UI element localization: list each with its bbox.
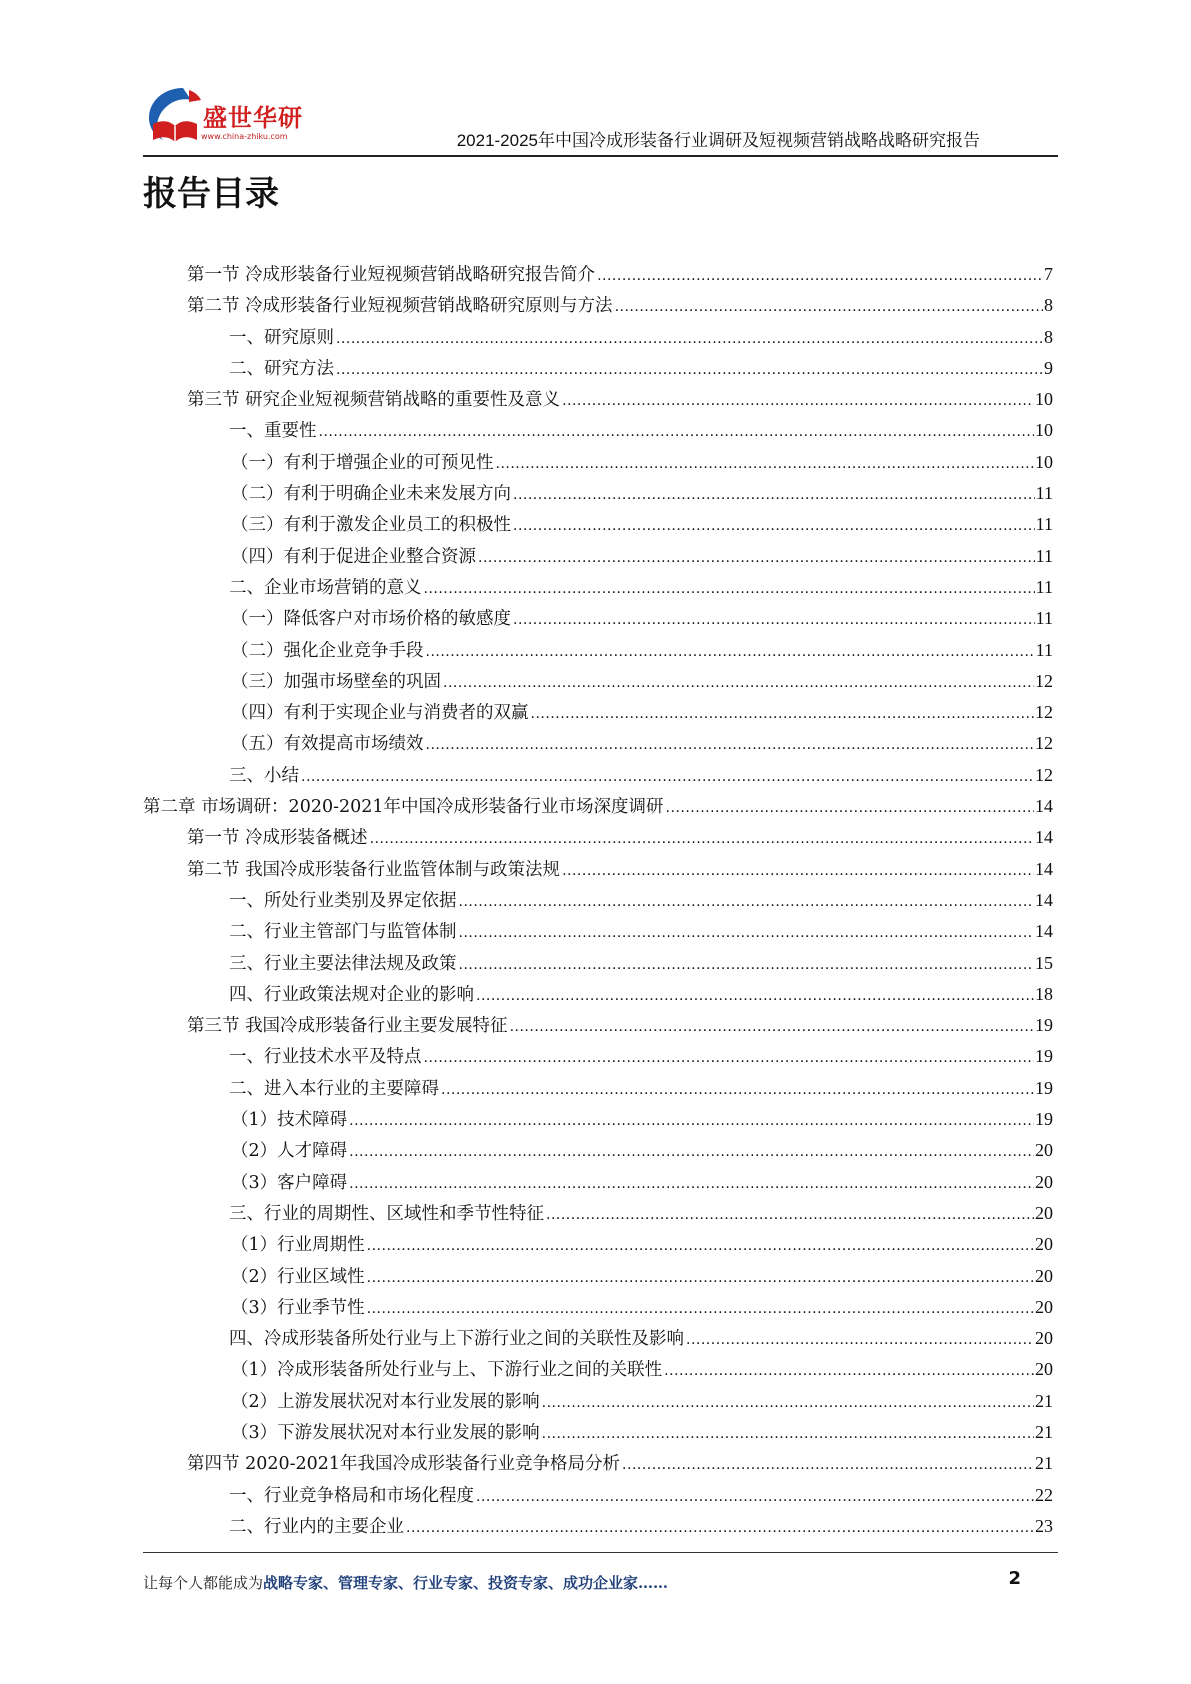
toc-dot-leader	[426, 730, 1035, 761]
toc-entry-label: 二、进入本行业的主要障碍	[229, 1078, 439, 1099]
toc-entry-label: 第二节 我国冷成形装备行业监管体制与政策法规	[187, 859, 561, 880]
toc-entry[interactable]	[143, 1323, 1053, 1354]
toc-dot-leader	[562, 386, 1034, 417]
toc-entry-page: 20	[1035, 1171, 1053, 1192]
toc-entry[interactable]	[143, 322, 1053, 353]
toc-entry-label: （一）有利于增强企业的可预见性	[231, 452, 494, 473]
toc-entry[interactable]	[143, 1041, 1053, 1072]
toc-dot-leader	[597, 261, 1043, 292]
toc-entry[interactable]	[143, 415, 1053, 446]
footer-divider	[143, 1552, 1058, 1553]
toc-dot-leader	[666, 793, 1034, 824]
toc-dot-leader	[615, 292, 1043, 323]
toc-entry-label: 一、行业竞争格局和市场化程度	[229, 1485, 474, 1506]
toc-entry[interactable]	[143, 259, 1053, 290]
toc-dot-leader	[478, 543, 1035, 574]
toc-entry-label: （二）有利于明确企业未来发展方向	[231, 484, 511, 505]
toc-entry-label: （2）上游发展状况对本行业发展的影响	[231, 1391, 540, 1412]
toc-entry-label: （1）冷成形装备所处行业与上、下游行业之间的关联性	[231, 1360, 663, 1381]
toc-entry[interactable]	[143, 948, 1053, 979]
toc-entry-page: 20	[1035, 1328, 1053, 1349]
toc-dot-leader	[531, 699, 1035, 730]
logo-name: 盛世华研	[203, 104, 303, 132]
toc-entry[interactable]	[143, 1480, 1053, 1511]
toc-entry-page: 19	[1035, 1077, 1053, 1098]
toc-entry[interactable]	[143, 1229, 1053, 1260]
toc-entry-page: 11	[1035, 639, 1053, 660]
toc-dot-leader	[542, 1419, 1034, 1450]
toc-entry[interactable]	[143, 666, 1053, 697]
logo-url: www.china-zhiku.com	[201, 132, 288, 141]
toc-entry[interactable]	[143, 1511, 1053, 1542]
toc-entry-page: 20	[1035, 1202, 1053, 1223]
toc-entry-page: 12	[1035, 764, 1053, 785]
toc-dot-leader	[441, 1075, 1034, 1106]
toc-entry-label: 二、研究方法	[229, 358, 334, 379]
toc-dot-leader	[476, 1482, 1034, 1513]
toc-dot-leader	[459, 950, 1035, 981]
toc-entry-page: 20	[1035, 1296, 1053, 1317]
toc-entry[interactable]	[143, 760, 1053, 791]
toc-entry[interactable]	[143, 572, 1053, 603]
toc-dot-leader	[426, 637, 1035, 668]
toc-entry-label: （四）有利于促进企业整合资源	[231, 546, 476, 567]
toc-entry[interactable]	[143, 603, 1053, 634]
toc-dot-leader	[622, 1450, 1034, 1481]
header-divider	[143, 155, 1058, 157]
toc-entry-page: 14	[1035, 796, 1053, 817]
toc-entry[interactable]	[143, 697, 1053, 728]
toc-dot-leader	[319, 417, 1035, 448]
toc-entry-page: 21	[1035, 1453, 1053, 1474]
toc-entry[interactable]	[143, 1417, 1053, 1448]
toc-entry-label: 三、小结	[229, 765, 299, 786]
toc-entry-page: 11	[1035, 576, 1053, 597]
toc-entry-page: 9	[1044, 357, 1053, 378]
toc-entry-label: 一、重要性	[229, 421, 317, 442]
toc-dot-leader	[336, 324, 1043, 355]
toc-entry-label: （3）行业季节性	[231, 1297, 365, 1318]
toc-dot-leader	[370, 824, 1034, 855]
toc-entry[interactable]	[143, 1448, 1053, 1479]
toc-entry[interactable]	[143, 1386, 1053, 1417]
toc-entry-page: 19	[1035, 1109, 1053, 1130]
toc-entry-page: 7	[1044, 264, 1053, 284]
toc-entry-page: 18	[1035, 983, 1053, 1004]
toc-dot-leader	[496, 449, 1035, 480]
toc-entry[interactable]	[143, 478, 1053, 509]
toc-entry-page: 19	[1035, 1015, 1053, 1036]
toc-entry-page: 20	[1035, 1140, 1053, 1161]
toc-entry-label: （3）客户障碍	[231, 1172, 348, 1193]
toc-entry-label: （2）人才障碍	[231, 1141, 348, 1162]
toc-entry-label: 二、企业市场营销的意义	[229, 577, 422, 598]
toc-dot-leader	[367, 1231, 1034, 1262]
toc-entry-label: 一、行业技术水平及特点	[229, 1047, 422, 1068]
toc-entry[interactable]	[143, 1104, 1053, 1135]
toc-entry-label: 第二节 冷成形装备行业短视频营销战略研究原则与方法	[187, 296, 613, 317]
toc-entry-label: 第三节 我国冷成形装备行业主要发展特征	[187, 1016, 508, 1037]
toc-dot-leader	[349, 1169, 1034, 1200]
toc-dot-leader	[510, 1012, 1034, 1043]
logo-emblem-icon	[143, 84, 205, 148]
toc-entry-label: 四、行业政策法规对企业的影响	[229, 984, 474, 1005]
page-title: 报告目录	[143, 174, 279, 214]
report-title: 2021-2025年中国冷成形装备行业调研及短视频营销战略战略研究报告	[456, 131, 980, 150]
toc-dot-leader	[476, 981, 1034, 1012]
toc-entry[interactable]	[143, 822, 1053, 853]
toc-entry-label: 第三节 研究企业短视频营销战略的重要性及意义	[187, 390, 561, 411]
toc-entry-label: 一、所处行业类别及界定依据	[229, 890, 457, 911]
toc-dot-leader	[301, 762, 1034, 793]
toc-entry[interactable]	[143, 447, 1053, 478]
toc-entry-page: 12	[1035, 702, 1053, 723]
toc-entry-label: （2）行业区域性	[231, 1266, 365, 1287]
toc-entry[interactable]	[143, 916, 1053, 947]
toc-dot-leader	[424, 574, 1035, 605]
toc-entry-label: 二、行业内的主要企业	[229, 1516, 404, 1537]
toc-entry[interactable]	[143, 1135, 1053, 1166]
toc-dot-leader	[336, 355, 1043, 386]
toc-entry-page: 20	[1035, 1265, 1053, 1286]
toc-entry[interactable]	[143, 979, 1053, 1010]
toc-entry-page: 21	[1035, 1390, 1053, 1411]
toc-entry[interactable]	[143, 290, 1053, 321]
toc-entry-page: 19	[1035, 1046, 1053, 1067]
toc-entry-label: （二）强化企业竞争手段	[231, 640, 424, 661]
toc-entry-page: 12	[1035, 733, 1053, 754]
toc-entry-page: 11	[1035, 483, 1053, 504]
toc-entry-label: （1）行业周期性	[231, 1235, 365, 1256]
toc-dot-leader	[513, 480, 1035, 511]
toc-dot-leader	[459, 887, 1035, 918]
toc-entry-page: 23	[1035, 1515, 1053, 1536]
toc-entry-page: 8	[1044, 326, 1053, 347]
toc-dot-leader	[443, 668, 1034, 699]
toc-entry-page: 8	[1044, 295, 1053, 316]
toc-entry-page: 14	[1035, 889, 1053, 910]
toc-entry-label: （三）有利于激发企业员工的积极性	[231, 515, 511, 536]
toc-entry[interactable]	[143, 854, 1053, 885]
toc-entry[interactable]	[143, 509, 1053, 540]
toc-dot-leader	[459, 918, 1035, 949]
table-of-contents	[143, 259, 1053, 1542]
toc-entry-label: 三、行业的周期性、区域性和季节性特征	[229, 1203, 544, 1224]
toc-entry-page: 10	[1035, 420, 1053, 441]
toc-entry-label: 第二章 市场调研：2020-2021年中国冷成形装备行业市场深度调研	[143, 797, 664, 818]
toc-entry-label: 第一节 冷成形装备行业短视频营销战略研究报告简介	[187, 265, 596, 285]
toc-entry-page: 22	[1035, 1484, 1053, 1505]
toc-entry[interactable]	[143, 885, 1053, 916]
toc-dot-leader	[367, 1294, 1034, 1325]
toc-entry-page: 12	[1035, 670, 1053, 691]
toc-entry-page: 14	[1035, 921, 1053, 942]
toc-dot-leader	[406, 1513, 1034, 1544]
toc-entry-label: （1）技术障碍	[231, 1110, 348, 1131]
page-number: 2	[1008, 1568, 1021, 1589]
toc-entry-label: 第一节 冷成形装备概述	[187, 828, 368, 849]
toc-entry-label: （五）有效提高市场绩效	[231, 734, 424, 755]
toc-dot-leader	[367, 1263, 1034, 1294]
toc-entry-label: 四、冷成形装备所处行业与上下游行业之间的关联性及影响	[229, 1329, 684, 1350]
toc-dot-leader	[513, 511, 1035, 542]
toc-entry-label: （三）加强市场壁垒的巩固	[231, 671, 441, 692]
toc-entry-page: 14	[1035, 858, 1053, 879]
toc-entry[interactable]	[143, 728, 1053, 759]
toc-entry-page: 11	[1035, 514, 1053, 535]
toc-dot-leader	[513, 605, 1035, 636]
toc-entry[interactable]	[143, 635, 1053, 666]
toc-entry-page: 20	[1035, 1234, 1053, 1255]
toc-entry[interactable]	[143, 1198, 1053, 1229]
toc-entry-page: 11	[1035, 545, 1053, 566]
toc-entry[interactable]	[143, 1073, 1053, 1104]
toc-entry-page: 20	[1035, 1359, 1053, 1380]
footer-slogan-prefix: 让每个人都能成为	[143, 1574, 264, 1592]
toc-entry-label: 三、行业主要法律法规及政策	[229, 953, 457, 974]
toc-dot-leader	[546, 1200, 1034, 1231]
toc-entry-page: 15	[1035, 952, 1053, 973]
toc-dot-leader	[349, 1137, 1034, 1168]
toc-entry[interactable]	[143, 384, 1053, 415]
toc-dot-leader	[664, 1356, 1034, 1387]
toc-entry[interactable]	[143, 541, 1053, 572]
toc-entry[interactable]	[143, 1354, 1053, 1385]
toc-dot-leader	[424, 1043, 1035, 1074]
toc-entry-page: 21	[1035, 1421, 1053, 1442]
toc-entry-page: 10	[1035, 389, 1053, 410]
toc-entry[interactable]	[143, 1167, 1053, 1198]
toc-entry[interactable]	[143, 1010, 1053, 1041]
toc-entry-label: （一）降低客户对市场价格的敏感度	[231, 609, 511, 630]
toc-entry-label: （四）有利于实现企业与消费者的双赢	[231, 703, 529, 724]
toc-dot-leader	[686, 1325, 1034, 1356]
toc-entry-page: 10	[1035, 451, 1053, 472]
toc-entry-label: 二、行业主管部门与监管体制	[229, 922, 457, 943]
company-logo	[143, 84, 313, 148]
toc-entry-label: 一、研究原则	[229, 327, 334, 348]
footer-slogan-accent: 战略专家、管理专家、行业专家、投资专家、成功企业家……	[263, 1574, 669, 1592]
toc-entry-page: 14	[1035, 827, 1053, 848]
footer-slogan	[143, 1572, 668, 1593]
toc-entry-label: 第四节 2020-2021年我国冷成形装备行业竞争格局分析	[187, 1454, 621, 1475]
toc-entry-label: （3）下游发展状况对本行业发展的影响	[231, 1422, 540, 1443]
toc-dot-leader	[349, 1106, 1034, 1137]
toc-entry[interactable]	[143, 791, 1053, 822]
toc-entry[interactable]	[143, 353, 1053, 384]
toc-dot-leader	[542, 1388, 1034, 1419]
toc-entry[interactable]	[143, 1292, 1053, 1323]
toc-dot-leader	[562, 856, 1034, 887]
toc-entry[interactable]	[143, 1261, 1053, 1292]
toc-entry-page: 11	[1035, 608, 1053, 629]
